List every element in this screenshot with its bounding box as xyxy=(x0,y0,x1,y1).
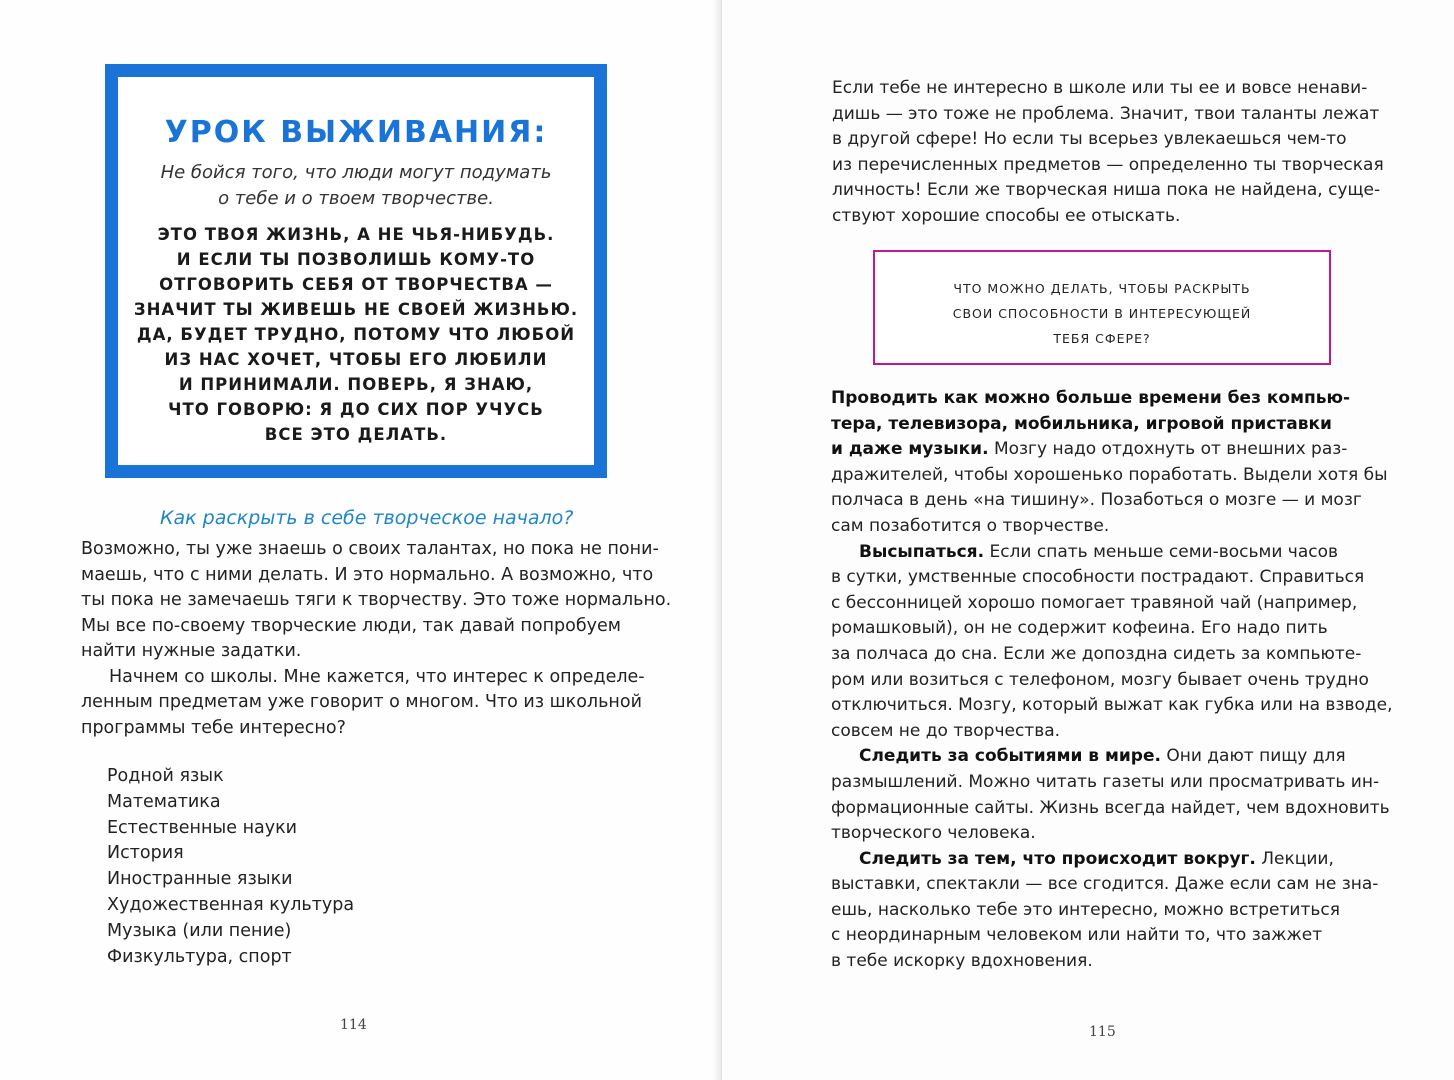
text-line: Если тебе не интересно в школе или ты ее и вовсе ненави- xyxy=(832,78,1368,98)
tip-text: в тебе искорку вдохновения. xyxy=(831,951,1093,972)
left-page xyxy=(0,0,722,1080)
list-item: Математика xyxy=(107,791,221,812)
text-line: Начнем со школы. Мне кажется, что интерес к определе- xyxy=(109,666,645,687)
tip-line xyxy=(831,821,1391,847)
body-line: И ПРИНИМАЛИ. ПОВЕРЬ, Я ЗНАЮ, xyxy=(178,375,534,394)
text-line: Возможно, ты уже знаешь о своих талантах, но пока не пони- xyxy=(81,539,659,559)
tip-line xyxy=(831,488,1391,514)
school-subjects-list xyxy=(107,764,354,970)
body-line: ЭТО ТВОЯ ЖИЗНЬ, А НЕ ЧЬЯ-НИБУДЬ. xyxy=(157,225,555,244)
tip-line xyxy=(831,386,1391,412)
body-line: ЗНАЧИТ ТЫ ЖИВЕШЬ НЕ СВОЕЙ ЖИЗНЬЮ. xyxy=(133,300,579,319)
tip-text: полчаса в день «на тишину». Позаботься о мозге — и мозг xyxy=(831,490,1362,511)
tip-text: сам позаботится о творчестве. xyxy=(831,515,1110,536)
survival-lesson-title: УРОК ВЫЖИВАНИЯ: xyxy=(164,115,548,150)
text-line: программы тебе интересно? xyxy=(81,717,346,738)
tip-text: за полчаса до сна. Если же допоздна сидеть за компьюте- xyxy=(831,643,1362,664)
list-item: История xyxy=(107,843,184,864)
tip-bold: Проводить как можно больше времени без компью- xyxy=(831,388,1351,408)
text-line: личность! Если же творческая ниша пока не найдена, суще- xyxy=(832,180,1381,201)
page-number-left: 114 xyxy=(340,1017,367,1033)
tip-line xyxy=(831,796,1391,822)
tip-line xyxy=(831,463,1391,489)
list-item: Естественные науки xyxy=(107,817,298,838)
tip-line xyxy=(831,719,1391,745)
body-line: ОТГОВОРИТЬ СЕБЯ ОТ ТВОРЧЕСТВА — xyxy=(159,275,553,294)
list-item: Иностранные языки xyxy=(107,869,293,890)
subtitle-line: Не бойся того, что люди могут подумать xyxy=(160,162,552,183)
survival-lesson-box xyxy=(105,64,607,478)
tip-line xyxy=(831,437,1391,463)
tip-line xyxy=(831,540,1391,566)
text-line: найти нужные задатки. xyxy=(81,641,302,661)
tips-text xyxy=(831,386,1391,975)
left-body-text xyxy=(81,537,672,741)
tip-text: ромашковый), он не содержит кофеина. Его надо пить xyxy=(831,618,1328,639)
survival-lesson-subtitle xyxy=(118,160,594,212)
page-number-right: 115 xyxy=(1089,1024,1116,1040)
tip-text: Мозгу надо отдохнуть от внешних раз- xyxy=(988,439,1348,460)
body-line: И ЕСЛИ ТЫ ПОЗВОЛИШЬ КОМУ-ТО xyxy=(176,250,536,269)
right-intro-text xyxy=(832,76,1392,230)
tip-line xyxy=(831,693,1391,719)
tip-bold: Следить за тем, что происходит вокруг. xyxy=(859,848,1256,869)
text-line: ленным предметам уже говорит о многом. Что из школьной xyxy=(81,692,642,712)
text-line: маешь, что с ними делать. И это нормально. А возможно, что xyxy=(81,564,654,585)
list-item: Физкультура, спорт xyxy=(107,946,292,967)
tip-line xyxy=(831,770,1391,796)
tip-text: в сутки, умственные способности пострадают. Справиться xyxy=(831,567,1365,588)
tip-text: Лекции, xyxy=(1255,848,1334,869)
tip-line xyxy=(831,642,1391,668)
tip-line xyxy=(831,668,1391,694)
text-line: дишь — это тоже не проблема. Значит, твои таланты лежат xyxy=(832,103,1380,124)
tip-bold: тера, телевизора, мобильника, игровой приставки xyxy=(831,413,1332,434)
tip-line xyxy=(831,565,1391,591)
text-line: ты пока не замечаешь тяги к творчеству. Это тоже нормально. xyxy=(81,590,672,610)
tip-line xyxy=(831,872,1391,898)
tip-text: Они дают пищу для xyxy=(1160,746,1346,767)
tip-line xyxy=(831,923,1391,949)
tip-line xyxy=(831,412,1391,438)
tip-line xyxy=(831,898,1391,924)
question-line: ЧТО МОЖНО ДЕЛАТЬ, ЧТОБЫ РАСКРЫТЬ xyxy=(953,281,1251,296)
question-line: ТЕБЯ СФЕРЕ? xyxy=(1053,331,1151,346)
tip-text: отключиться. Мозгу, который выжат как губка или на взводе, xyxy=(831,695,1393,716)
body-line: ЧТО ГОВОРЮ: Я ДО СИХ ПОР УЧУСЬ xyxy=(168,400,544,419)
list-item: Родной язык xyxy=(107,766,224,786)
tip-line xyxy=(831,949,1391,975)
tip-line xyxy=(831,847,1391,873)
tip-text: творческого человека. xyxy=(831,823,1036,844)
tip-bold: Высыпаться. xyxy=(859,541,985,562)
tip-text: с неординарным человеком или найти то, что зажжет xyxy=(831,925,1323,946)
tip-text: размышлений. Можно читать газеты или просматривать ин- xyxy=(831,771,1380,792)
section-heading: Как раскрыть в себе творческое начало? xyxy=(160,507,574,529)
survival-lesson-body xyxy=(118,222,594,447)
text-line: ствуют хорошие способы ее отыскать. xyxy=(832,205,1181,226)
list-item: Художественная культура xyxy=(107,894,355,915)
tip-line xyxy=(831,591,1391,617)
tip-text: Если спать меньше семи-восьми часов xyxy=(984,541,1339,562)
tip-bold: Следить за событиями в мире. xyxy=(859,746,1161,767)
list-item: Музыка (или пение) xyxy=(107,920,292,941)
tip-text: выставки, спектакли — все сгодится. Даже если сам не зна- xyxy=(831,874,1379,895)
question-line: СВОИ СПОСОБНОСТИ В ИНТЕРЕСУЮЩЕЙ xyxy=(952,306,1252,321)
body-line: ИЗ НАС ХОЧЕТ, ЧТОБЫ ЕГО ЛЮБИЛИ xyxy=(164,350,548,369)
subtitle-line: о тебе и о твоем творчестве. xyxy=(218,188,494,209)
body-line: ДА, БУДЕТ ТРУДНО, ПОТОМУ ЧТО ЛЮБОЙ xyxy=(136,325,576,344)
tip-text: совсем не до творчества. xyxy=(831,720,1061,741)
tip-line xyxy=(831,744,1391,770)
tip-text: дражителей, чтобы хорошенько поработать. Выдели хотя бы xyxy=(831,464,1388,485)
tip-text: формационные сайты. Жизнь всегда найдет, чем вдохновить xyxy=(831,797,1390,818)
tip-text: ешь, насколько тебе это интересно, можно встретиться xyxy=(831,899,1340,920)
body-line: ВСЕ ЭТО ДЕЛАТЬ. xyxy=(264,425,448,444)
text-line: из перечисленных предметов — определенно ты творческая xyxy=(832,154,1384,175)
question-box xyxy=(873,250,1331,365)
tip-bold: и даже музыки. xyxy=(831,439,989,460)
tip-line xyxy=(831,514,1391,540)
text-line: Мы все по-своему творческие люди, так давай попробуем xyxy=(81,615,621,636)
tip-line xyxy=(831,616,1391,642)
tip-text: с бессонницей хорошо помогает травяной чай (например, xyxy=(831,592,1358,613)
tip-text: ром или возиться с телефоном, мозгу бывает очень трудно xyxy=(831,669,1369,690)
text-line: в другой сфере! Но если ты всерьез увлекаешься чем-то xyxy=(832,129,1347,150)
